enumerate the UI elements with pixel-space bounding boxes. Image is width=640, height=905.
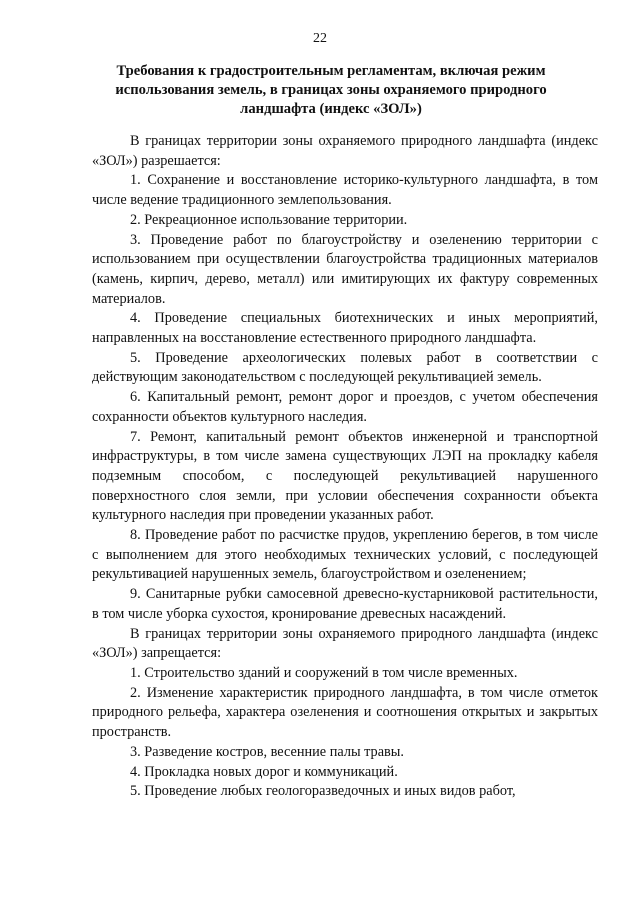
document-body — [92, 132, 598, 802]
title-line: Требования к градостроительным регламентам, включая режим — [116, 63, 546, 79]
permitted-item: 2. Рекреационное использование территории. — [130, 211, 408, 228]
permitted-item: 5. Проведение археологических полевых работ в соответствии с действующим законодательством с последующей рекультивацией земель. — [92, 349, 598, 386]
title-line: ландшафта (индекс «ЗОЛ») — [240, 101, 422, 117]
prohibited-item: 1. Строительство зданий и сооружений в том числе временных. — [130, 664, 518, 681]
permitted-item: 8. Проведение работ по расчистке прудов, укреплению берегов, в том числе с выполнением для этого необходимых технических условий, с последующей рекультивацией нарушенных земель, благоустройством и озеленением; — [92, 527, 598, 583]
page-number: 22 — [313, 31, 327, 46]
permitted-item: 3. Проведение работ по благоустройству и озеленению территории с использованием при осуществлении благоустройства традиционных материалов (камень, кирпич, дерево, металл) или имитирующих их фактуру современных материалов. — [92, 231, 598, 307]
permitted-item: 4. Проведение специальных биотехнических и иных мероприятий, направленных на восстановление естественного природного ландшафта. — [92, 310, 598, 347]
prohibited-item: 5. Проведение любых геологоразведочных и иных видов работ, — [130, 783, 516, 800]
permitted-item: 1. Сохранение и восстановление историко-культурного ландшафта, в том числе ведение традиционного землепользования. — [92, 172, 598, 209]
permitted-item: 7. Ремонт, капитальный ремонт объектов инженерной и транспортной инфраструктуры, в том числе замена существующих ЛЭП на прокладку кабеля подземным способом, с последующей рекультивацией нарушенного поверхностного слоя земли, при условии обеспечения сохранности объекта культурного наследия при проведении указанных работ. — [92, 428, 598, 524]
permitted-item: 6. Капитальный ремонт, ремонт дорог и проездов, с учетом обеспечения сохранности объектов культурного наследия. — [92, 389, 598, 425]
section-title — [96, 62, 566, 119]
paragraph-intro-permitted: В границах территории зоны охраняемого природного ландшафта (индекс «ЗОЛ») разрешается: — [92, 133, 598, 169]
prohibited-item: 4. Прокладка новых дорог и коммуникаций. — [130, 763, 398, 780]
prohibited-item: 3. Разведение костров, весенние палы травы. — [130, 743, 404, 760]
prohibited-item: 2. Изменение характеристик природного ландшафта, в том числе отметок природного рельефа, характера озеленения и соотношения открытых и закрытых пространств. — [92, 684, 598, 741]
paragraph-intro-prohibited: В границах территории зоны охраняемого природного ландшафта (индекс «ЗОЛ») запрещается: — [92, 625, 598, 662]
title-line: использования земель, в границах зоны охраняемого природного — [115, 82, 547, 98]
permitted-item: 9. Санитарные рубки самосевной древесно-кустарниковой растительности, в том числе уборка сухостоя, кронирование древесных насаждений. — [92, 586, 598, 622]
